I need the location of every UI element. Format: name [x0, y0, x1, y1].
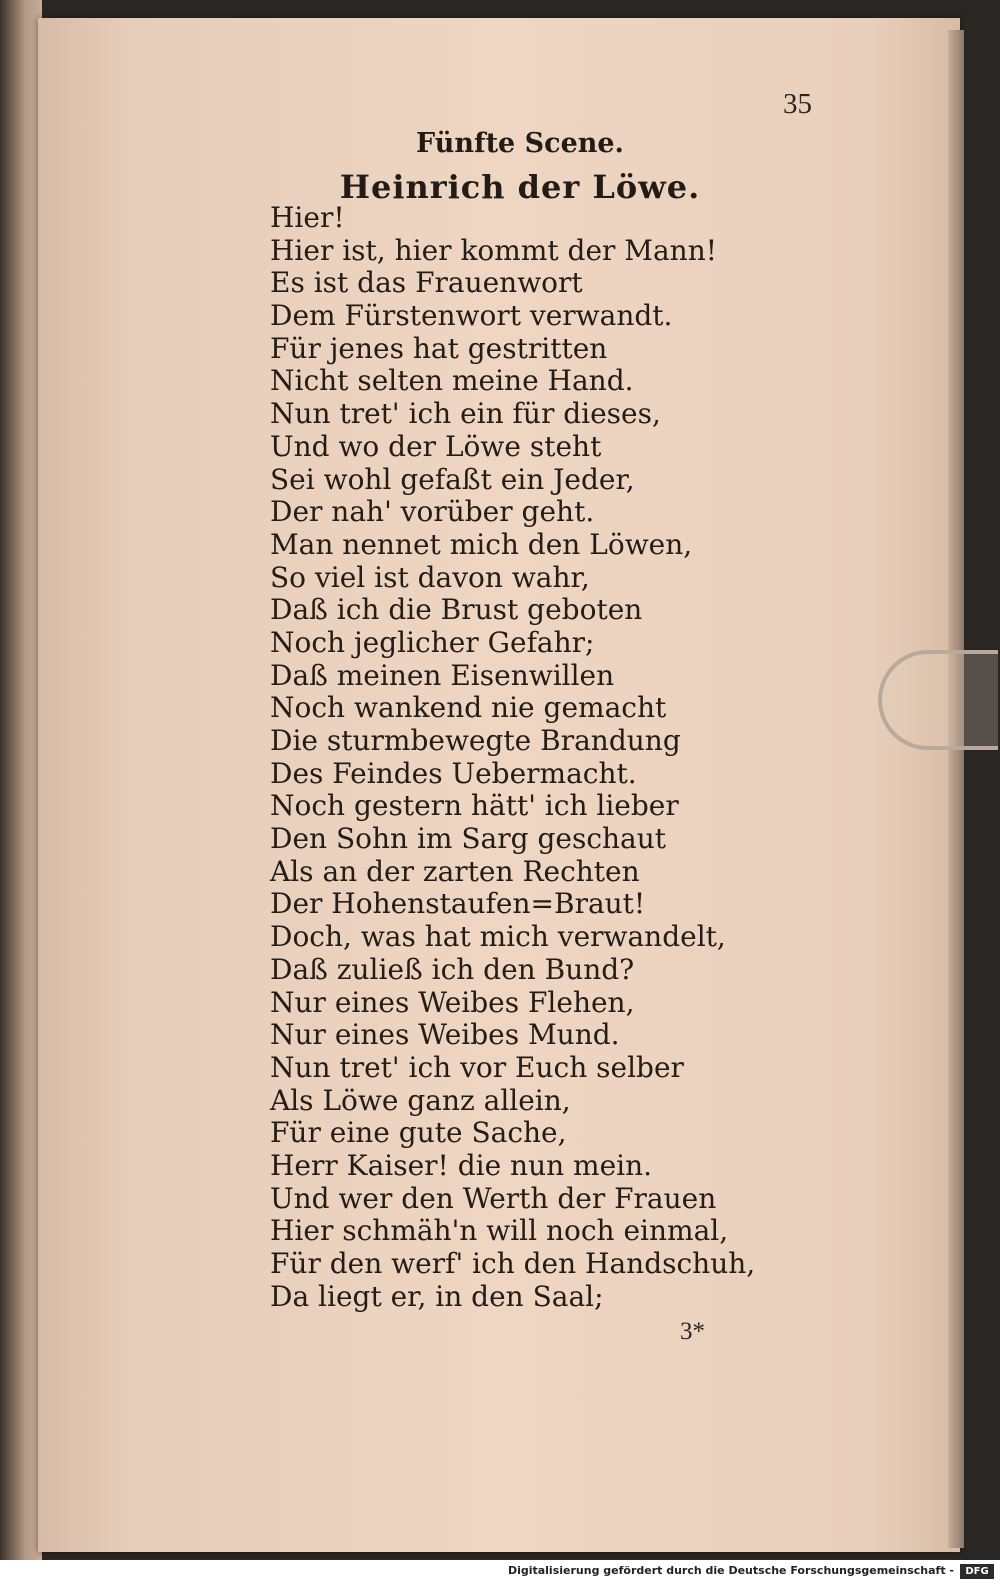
verse-line: Für jenes hat gestritten: [270, 331, 608, 365]
verse-line: Sei wohl gefaßt ein Jeder,: [270, 462, 635, 496]
speaker-name: Heinrich der Löwe.: [339, 168, 701, 206]
verse-block: [270, 202, 755, 1313]
verse-line: Als Löwe ganz allein,: [270, 1083, 571, 1117]
footer-bar: [0, 1560, 1000, 1584]
verse-line: Man nennet mich den Löwen,: [270, 527, 693, 561]
verse-line: Daß zuließ ich den Bund?: [270, 952, 635, 986]
dfg-logo: DFG: [960, 1564, 994, 1579]
verse-line: Da liegt er, in den Saal;: [270, 1279, 604, 1313]
verse-line: Nun tret' ich vor Euch selber: [270, 1050, 684, 1084]
verse-line: Für den werf' ich den Handschuh,: [270, 1247, 756, 1280]
verse-line: Noch gestern hätt' ich lieber: [270, 789, 679, 823]
verse-line: Dem Fürstenwort verwandt.: [270, 299, 673, 333]
verse-line: Noch wankend nie gemacht: [270, 691, 667, 725]
verse-line: Nur eines Weibes Flehen,: [270, 985, 635, 1019]
verse-line: Und wer den Werth der Frauen: [270, 1181, 717, 1215]
verse-line: Für eine gute Sache,: [270, 1116, 567, 1150]
verse-line: Der Hohenstaufen=Braut!: [270, 887, 646, 921]
verse-line: Des Feindes Uebermacht.: [270, 756, 637, 790]
verse-line: Nun tret' ich ein für dieses,: [270, 397, 661, 431]
signature-mark: 3*: [680, 1318, 705, 1345]
verse-line: Nur eines Weibes Mund.: [270, 1018, 620, 1052]
verse-line: Noch jeglicher Gefahr;: [270, 625, 595, 659]
page-edge: [948, 30, 964, 1548]
paper-clip: [878, 650, 998, 750]
verse-line: Daß ich die Brust geboten: [270, 593, 643, 627]
funding-credit: Digitalisierung gefördert durch die Deutsche Forschungsgemeinschaft -: [507, 1564, 954, 1577]
verse-line: Hier ist, hier kommt der Mann!: [270, 233, 717, 267]
verse-line: Die sturmbewegte Brandung: [270, 724, 681, 757]
scene-heading: Fünfte Scene.: [416, 128, 624, 159]
verse-line: Es ist das Frauenwort: [270, 266, 583, 300]
verse-line: Und wo der Löwe steht: [270, 429, 602, 463]
verse-line: Herr Kaiser! die nun mein.: [270, 1148, 653, 1182]
verse-line: Hier!: [270, 201, 345, 234]
verse-line: Nicht selten meine Hand.: [270, 364, 634, 398]
verse-line: So viel ist davon wahr,: [270, 560, 590, 594]
verse-line: Als an der zarten Rechten: [270, 854, 640, 888]
verse-line: Der nah' vorüber geht.: [270, 495, 595, 529]
verse-line: Den Sohn im Sarg geschaut: [270, 822, 667, 856]
verse-line: Daß meinen Eisenwillen: [270, 658, 615, 692]
page-number: 35: [783, 88, 812, 120]
verse-line: Doch, was hat mich verwandelt,: [270, 920, 726, 954]
verse-line: Hier schmäh'n will noch einmal,: [270, 1214, 729, 1248]
previous-page-edge: [0, 0, 42, 1560]
